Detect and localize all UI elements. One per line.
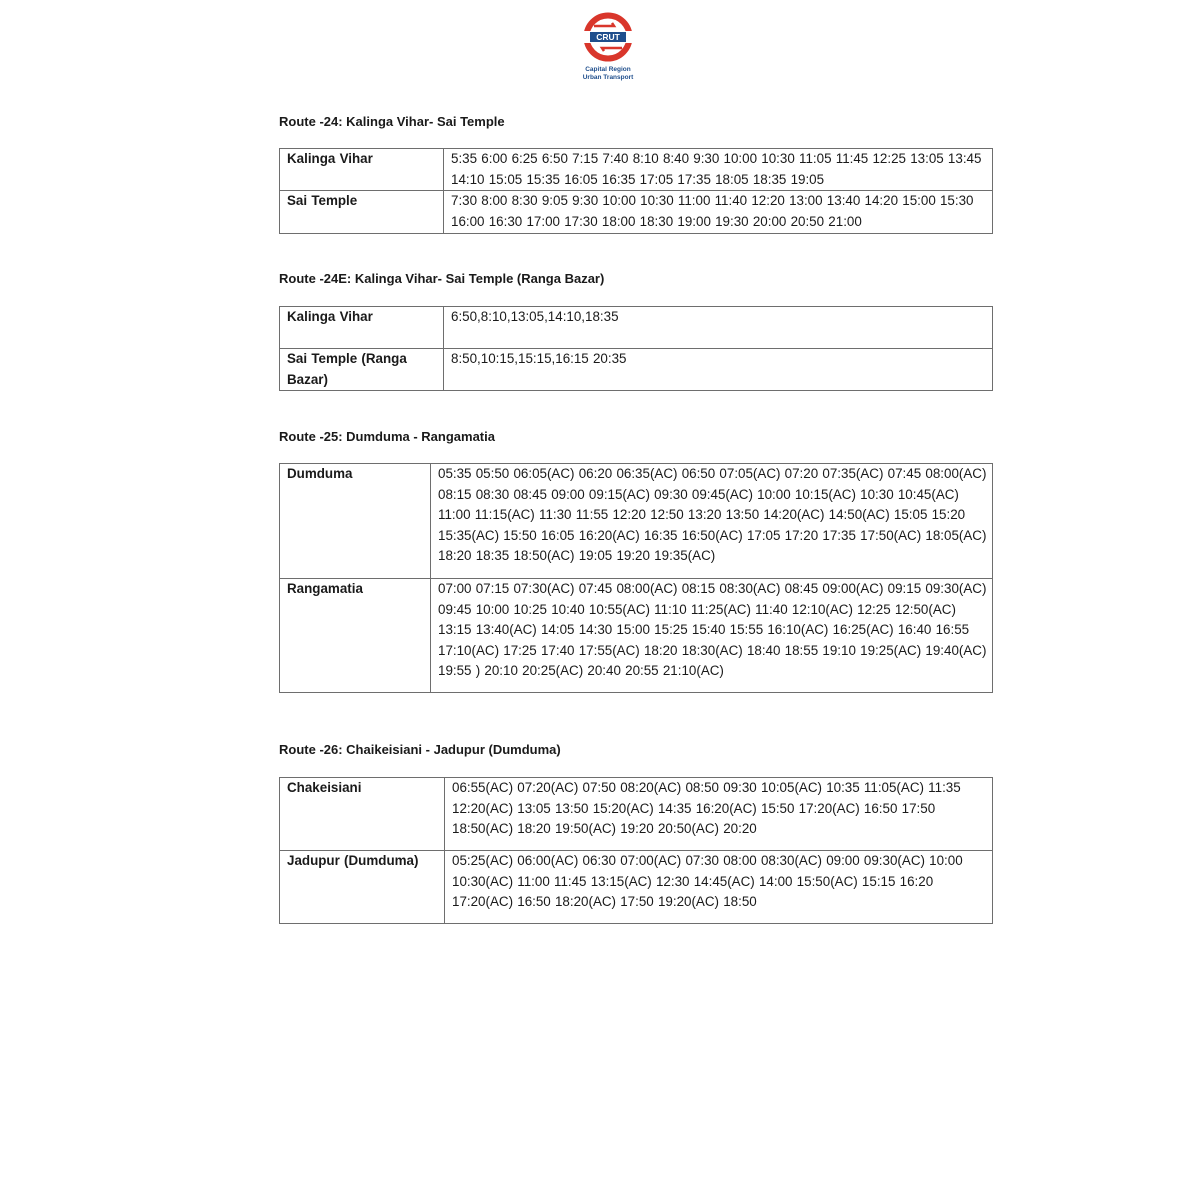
stop-name: Kalinga Vihar [280,149,444,191]
timings: 8:50,10:15,15:15,16:15 20:35 [444,349,993,391]
table-row [280,349,993,391]
timings: 5:35 6:00 6:25 6:50 7:15 7:40 8:10 8:40 9:30 10:00 10:30 11:05 11:45 12:25 13:05 13:45 14:10 15:05 15:35 16:05 16:35 17:05 17:35 18:05 18:35 19:05 [444,149,993,191]
timings: 6:50,8:10,13:05,14:10,18:35 [444,307,993,349]
timings: 05:35 05:50 06:05(AC) 06:20 06:35(AC) 06:50 07:05(AC) 07:20 07:35(AC) 07:45 08:00(AC) 08:15 08:30 08:45 09:00 09:15(AC) 09:30 09:45(AC) 10:00 10:15(AC) 10:30 10:45(AC) 11:00 11:15(AC) 11:30 11:55 12:20 12:50 13:20 13:50 14:20(AC) 14:50(AC) 15:05 15:20 15:35(AC) 15:50 16:05 16:20(AC) 16:35 16:50(AC) 17:05 17:20 17:35 17:50(AC) 18:05(AC) 18:20 18:35 18:50(AC) 19:05 19:20 19:35(AC) [431,464,993,579]
crut-logo [578,10,638,86]
table-row [280,149,993,191]
table-row [280,307,993,349]
route-26-table [279,777,993,924]
crut-logo-mark [578,10,638,66]
stop-name: Rangamatia [280,579,431,693]
timings: 05:25(AC) 06:00(AC) 06:30 07:00(AC) 07:30 08:00 08:30(AC) 09:00 09:30(AC) 10:00 10:30(AC) 11:00 11:45 13:15(AC) 12:30 14:45(AC) 14:00 15:50(AC) 15:15 16:20 17:20(AC) 16:50 18:20(AC) 17:50 19:20(AC) 18:50 [445,851,993,924]
timings: 06:55(AC) 07:20(AC) 07:50 08:20(AC) 08:50 09:30 10:05(AC) 10:35 11:05(AC) 11:35 12:20(AC) 13:05 13:50 15:20(AC) 14:35 16:20(AC) 15:50 17:20(AC) 16:50 17:50 18:50(AC) 18:20 19:50(AC) 19:20 20:50(AC) 20:20 [445,778,993,851]
table-row [280,851,993,924]
route-24-title: Route -24: Kalinga Vihar- Sai Temple [279,114,505,129]
route-25-table [279,463,993,693]
stop-name: Jadupur (Dumduma) [280,851,445,924]
logo-abbr: CRUT [596,32,620,43]
route-24-table [279,148,993,234]
table-row [280,778,993,851]
timings: 07:00 07:15 07:30(AC) 07:45 08:00(AC) 08:15 08:30(AC) 08:45 09:00(AC) 09:15 09:30(AC) 09:45 10:00 10:25 10:40 10:55(AC) 11:10 11:25(AC) 11:40 12:10(AC) 12:25 12:50(AC) 13:15 13:40(AC) 14:05 14:30 15:00 15:25 15:40 15:55 16:10(AC) 16:25(AC) 16:40 16:55 17:10(AC) 17:25 17:40 17:55(AC) 18:20 18:30(AC) 18:40 18:55 19:10 19:25(AC) 19:40(AC) 19:55 ) 20:10 20:25(AC) 20:40 20:55 21:10(AC) [431,579,993,693]
stop-name: Chakeisiani [280,778,445,851]
route-26-title: Route -26: Chaikeisiani - Jadupur (Dumduma) [279,742,561,757]
table-row [280,579,993,693]
stop-name: Kalinga Vihar [280,307,444,349]
stop-name: Sai Temple (Ranga Bazar) [280,349,444,391]
table-row [280,464,993,579]
logo-line-1: Capital Region [585,66,631,73]
stop-name: Dumduma [280,464,431,579]
route-24e-title: Route -24E: Kalinga Vihar- Sai Temple (Ranga Bazar) [279,271,605,286]
logo-line-2: Urban Transport [582,74,634,81]
timings: 7:30 8:00 8:30 9:05 9:30 10:00 10:30 11:00 11:40 12:20 13:00 13:40 14:20 15:00 15:30 16:00 16:30 17:00 17:30 18:00 18:30 19:00 19:30 20:00 20:50 21:00 [444,191,993,234]
route-25-title: Route -25: Dumduma - Rangamatia [279,429,495,444]
route-24e-table [279,306,993,391]
stop-name: Sai Temple [280,191,444,234]
table-row [280,191,993,234]
